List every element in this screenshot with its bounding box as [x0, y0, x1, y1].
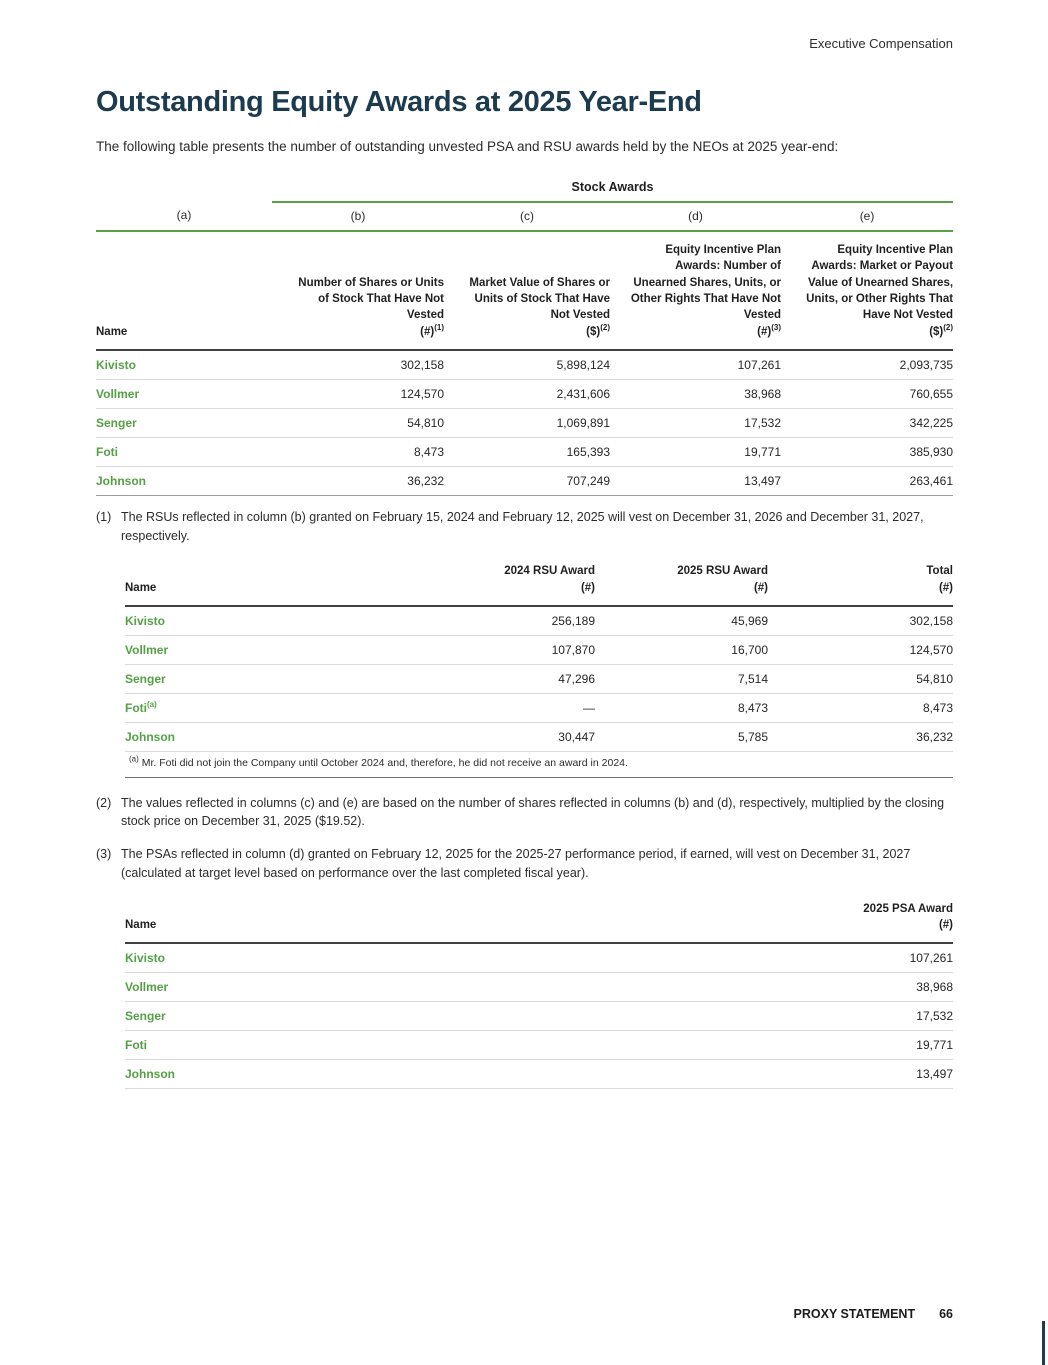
footnote-text: The RSUs reflected in column (b) granted on February 15, 2024 and February 12, 2025 will vest on December 31, 2026 and December 31, 2027, respectively. [121, 509, 924, 543]
column-headers-row [125, 559, 953, 605]
footnote-ref-1: (1) [434, 322, 444, 332]
footnote-marker: (1) [96, 509, 112, 524]
cell-value: 38,968 [625, 973, 953, 1002]
cell-value: 5,898,124 [444, 350, 610, 380]
neo-name: Johnson [96, 466, 272, 495]
cell-value: 165,393 [444, 437, 610, 466]
column-header-2025-rsu: 2025 RSU Award (#) [595, 559, 768, 605]
cell-value: 5,785 [595, 722, 768, 751]
column-letters-row [96, 202, 953, 231]
table-row [96, 466, 953, 495]
cell-value: — [375, 693, 595, 722]
cell-value: 13,497 [610, 466, 781, 495]
cell-value: 7,514 [595, 664, 768, 693]
cell-value: 707,249 [444, 466, 610, 495]
column-header-total: Total (#) [768, 559, 953, 605]
cell-value: 124,570 [768, 635, 953, 664]
cell-value: 30,447 [375, 722, 595, 751]
cell-value: 45,969 [595, 606, 768, 636]
footnote-text: Mr. Foti did not join the Company until October 2024 and, therefore, he did not receive an award in 2024. [141, 756, 628, 769]
table-row [125, 943, 953, 973]
table-row [125, 1031, 953, 1060]
section-header: Executive Compensation [809, 36, 953, 51]
cell-value: 124,570 [272, 379, 444, 408]
table-row [96, 379, 953, 408]
rsu-award-table-wrap [125, 559, 953, 777]
cell-value: 19,771 [625, 1031, 953, 1060]
neo-name: Johnson [125, 1060, 625, 1089]
cell-value: 2,093,735 [781, 350, 953, 380]
table-row [96, 437, 953, 466]
rsu-award-table [125, 559, 953, 751]
group-header-row [96, 180, 953, 202]
column-letter-c: (c) [444, 202, 610, 231]
neo-name: Foti [125, 1031, 625, 1060]
cell-value: 54,810 [768, 664, 953, 693]
stock-awards-table [96, 180, 953, 496]
page-footer [794, 1307, 953, 1321]
cell-value: 2,431,606 [444, 379, 610, 408]
neo-name: Vollmer [125, 635, 375, 664]
group-header-spacer [96, 180, 272, 202]
header-unit: ($)$^{(2)}$ [586, 322, 610, 338]
footnote-text: The PSAs reflected in column (d) granted on February 12, 2025 for the 2025-27 performance period, if earned, will vest on December 31, 2027 (calculated at target level based on performance over the last completed fiscal year). [121, 847, 911, 880]
table-row [125, 664, 953, 693]
neo-name: Foti$^{(a)}$ [125, 693, 375, 722]
cell-value: 302,158 [768, 606, 953, 636]
footnote-2 [96, 794, 953, 832]
cell-value: 16,700 [595, 635, 768, 664]
table-row [125, 1002, 953, 1031]
cell-value: 107,261 [610, 350, 781, 380]
column-header-name: Name [96, 231, 272, 350]
cell-value: 760,655 [781, 379, 953, 408]
table-row [96, 408, 953, 437]
table-row [125, 635, 953, 664]
neo-name: Johnson [125, 722, 375, 751]
cell-value: 8,473 [768, 693, 953, 722]
psa-award-table [125, 897, 953, 1089]
page-number: 66 [939, 1307, 953, 1321]
neo-name: Senger [125, 1002, 625, 1031]
psa-award-table-wrap [125, 897, 953, 1089]
column-header-name: Name [125, 897, 625, 943]
column-header-2024-rsu: 2024 RSU Award (#) [375, 559, 595, 605]
footnote-ref-3: (3) [771, 322, 781, 332]
neo-name: Senger [125, 664, 375, 693]
corner-accent-bar [1042, 1321, 1045, 1365]
footnote-text: The values reflected in columns (c) and (e) are based on the number of shares reflected in columns (b) and (d), respectively, multiplied by the closing stock price on December 31, 2025 ($19.52). [121, 795, 945, 829]
cell-value: 385,930 [781, 437, 953, 466]
column-header-payout-value [781, 231, 953, 350]
header-unit: ($)$^{(2)}$ [929, 322, 954, 338]
neo-name: Kivisto [96, 350, 272, 380]
footnote-marker: (3) [96, 847, 112, 862]
footnote-3 [96, 845, 953, 883]
header-text: Market Value of Shares or Units of Stock That Have Not Vested [469, 276, 610, 322]
cell-value: 1,069,891 [444, 408, 610, 437]
column-header-shares-not-vested [272, 231, 444, 350]
table-row [96, 350, 953, 380]
cell-value: 8,473 [272, 437, 444, 466]
intro-paragraph: The following table presents the number of outstanding unvested PSA and RSU awards held by the NEOs at 2025 year-end: [96, 139, 839, 154]
stock-awards-group-header: Stock Awards [272, 180, 953, 202]
footnote-marker: (a) [129, 754, 139, 764]
cell-value: 17,532 [610, 408, 781, 437]
column-header-name: Name [125, 559, 375, 605]
page-title: Outstanding Equity Awards at 2025 Year-End [96, 86, 702, 118]
neo-name: Vollmer [96, 379, 272, 408]
cell-value: 302,158 [272, 350, 444, 380]
column-letter-b: (b) [272, 202, 444, 231]
table-row [125, 606, 953, 636]
header-unit: (#)$^{(1)}$ [420, 322, 444, 338]
footnote-ref-a: (a) [147, 699, 157, 709]
cell-value: 107,870 [375, 635, 595, 664]
footnote-a [125, 752, 953, 778]
cell-value: 54,810 [272, 408, 444, 437]
column-header-unearned-shares [610, 231, 781, 350]
cell-value: 19,771 [610, 437, 781, 466]
neo-name: Foti [96, 437, 272, 466]
footnote-marker: (2) [96, 795, 112, 810]
footnote-1 [96, 508, 953, 546]
neo-name: Kivisto [125, 943, 625, 973]
column-headers-row [125, 897, 953, 943]
cell-value: 47,296 [375, 664, 595, 693]
header-text: Equity Incentive Plan Awards: Market or Payout Value of Unearned Shares, Units, or Other Rights That Have Not Vested [806, 243, 954, 322]
cell-value: 107,261 [625, 943, 953, 973]
cell-value: 36,232 [272, 466, 444, 495]
header-unit: (#)$^{(3)}$ [757, 322, 781, 338]
column-letter-a: (a) [96, 202, 272, 231]
table-row [125, 693, 953, 722]
cell-value: 13,497 [625, 1060, 953, 1089]
cell-value: 256,189 [375, 606, 595, 636]
neo-name: Kivisto [125, 606, 375, 636]
column-letter-d: (d) [610, 202, 781, 231]
header-text: Equity Incentive Plan Awards: Number of Unearned Shares, Units, or Other Rights That Have Not Vested [630, 243, 781, 322]
cell-value: 38,968 [610, 379, 781, 408]
column-header-2025-psa: 2025 PSA Award (#) [625, 897, 953, 943]
neo-name: Vollmer [125, 973, 625, 1002]
cell-value: 263,461 [781, 466, 953, 495]
footnote-ref-2: (2) [943, 322, 954, 332]
cell-value: 342,225 [781, 408, 953, 437]
cell-value: 17,532 [625, 1002, 953, 1031]
table-row [125, 1060, 953, 1089]
header-text: Number of Shares or Units of Stock That Have Not Vested [298, 276, 444, 322]
column-letter-e: (e) [781, 202, 953, 231]
table-row [125, 722, 953, 751]
cell-value: 8,473 [595, 693, 768, 722]
column-header-market-value [444, 231, 610, 350]
column-headers-row [96, 231, 953, 350]
neo-name: Senger [96, 408, 272, 437]
cell-value: 36,232 [768, 722, 953, 751]
footnote-ref-2: (2) [600, 322, 610, 332]
table-row [125, 973, 953, 1002]
footer-label: PROXY STATEMENT [793, 1307, 916, 1321]
